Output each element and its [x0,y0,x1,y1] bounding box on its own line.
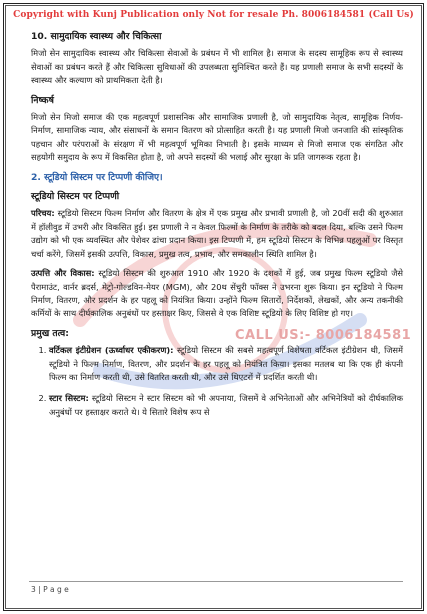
origin-label: उत्पत्ति और विकास: [31,268,95,279]
list-item-body: स्टूडियो सिस्टम की सबसे महत्वपूर्ण विशेषता वर्टिकल इंटीग्रेशन थी, जिसमें स्टूडियो ने फिल्म निर्माण, वितरण, और प्रदर्शन के हर पहलू को नियंत्रित किया। इसका मतलब था कि एक ही कंपनी फिल्म का निर्माण करती थी, उसे वितरित करती थी, और उसे थिएटरों में प्रदर्शित करती थी। [49,345,404,382]
key-elements-list [31,344,403,419]
studio-system-heading: स्टूडियो सिस्टम पर टिप्पणी [31,191,120,203]
intro-label: परिचय: [31,208,55,219]
list-item-label: स्टार सिस्टम: [49,393,89,404]
main-content [31,24,403,427]
list-item [49,344,403,384]
copyright-header: Copyright with Kunj Publication only Not for resale Ph. 8006184581 (Call Us) [13,10,414,20]
page-number-footer: 3 | P a g e [31,585,69,594]
origin-paragraph [31,267,403,321]
intro-body: स्टूडियो सिस्टम फिल्म निर्माण और वितरण के क्षेत्र में एक प्रमुख और प्रभावी प्रणाली है, जो 20वीं सदी की शुरुआत में हॉलीवुड में उभरी और विकसित हुई। इस प्रणाली ने न केवल फिल्मों के निर्माण के तरीके को बदल दिया, बल्कि उसने फिल्म उद्योग को भी एक व्यवस्थित और पेशेवर ढांचा प्रदान किया। इस टिप्पणी में, हम स्टूडियो सिस्टम के विभिन्न पहलुओं पर विस्तृत चर्चा करेंगे, जिसमें इसकी उत्पत्ति, विकास, प्रमुख तत्व, प्रभाव, और समकालीन स्थिति शामिल है। [31,208,403,259]
conclusion-body: मिजो सेन मिजो समाज की एक महत्वपूर्ण प्रशासनिक और सामाजिक प्रणाली है, जो सामुदायिक नेतृत्व, सामूहिक निर्णय-निर्माण, सामाजिक न्याय, और संसाधनों के समान वितरण को प्रोत्साहित करती है। यह प्रणाली मिजो जनजाति की सांस्कृतिक पहचान और परंपराओं के संरक्षण में भी महत्वपूर्ण भूमिका निभाती है। इसके माध्यम से मिजो समाज एक संगठित और सहयोगी समुदाय के रूप में विकसित होता है, जो अपने सदस्यों की भलाई और सुरक्षा के प्रति जागरूक रहता है। [31,112,403,163]
list-item-body: स्टूडियो सिस्टम ने स्टार सिस्टम को भी अपनाया, जिसमें वे अभिनेताओं और अभिनेत्रियों को दीर्घकालिक अनुबंधों पर हस्ताक्षर कराते थे। ये सितारे विशेष रूप से [49,393,403,417]
question-2-heading: 2. स्टूडियो सिस्टम पर टिप्पणी कीजिए। [31,171,163,183]
section-10-heading: 10. सामुदायिक स्वास्थ्य और चिकित्सा [31,31,162,42]
footer-divider [29,581,403,582]
key-elements-heading: प्रमुख तत्व: [31,327,69,339]
watermark-text: CALL US:- 8006184581 [235,328,412,343]
list-item-label: वर्टिकल इंटीग्रेशन (ऊर्ध्वाधर एकीकरण): [49,345,174,356]
conclusion-heading: निष्कर्ष [31,94,54,106]
origin-body: स्टूडियो सिस्टम की शुरुआत 1910 और 1920 के दशकों में हुई, जब प्रमुख फिल्म स्टूडियो जैसे पैरामाउंट, वार्नर ब्रदर्स, मेट्रो-गोल्डविन-मेयर (MGM), और 20थ सेंचुरी फॉक्स ने उभरना शुरू किया। इन स्टूडियो ने फिल्म निर्माण, वितरण, और प्रदर्शन के हर पहलू को नियंत्रित किया। उन्होंने फिल्म सितारों, निर्देशकों, लेखकों, और अन्य तकनीकी कर्मियों के साथ दीर्घकालिक अनुबंधों पर हस्ताक्षर किए, जिससे वे एक विशिष्ट स्टूडियो के लिए विशिष्ट हो गए। [31,268,403,319]
intro-paragraph [31,207,403,261]
section-10-body: मिजो सेन सामुदायिक स्वास्थ्य और चिकित्सा सेवाओं के प्रबंधन में भी शामिल है। समाज के सदस्य सामूहिक रूप से स्वास्थ्य सेवाओं का प्रबंधन करते हैं और चिकित्सा सुविधाओं की उपलब्धता सुनिश्चित करते हैं। यह प्रणाली समाज के सभी सदस्यों के स्वास्थ्य और कल्याण को प्राथमिकता देती है। [31,48,403,86]
list-item [49,392,403,419]
